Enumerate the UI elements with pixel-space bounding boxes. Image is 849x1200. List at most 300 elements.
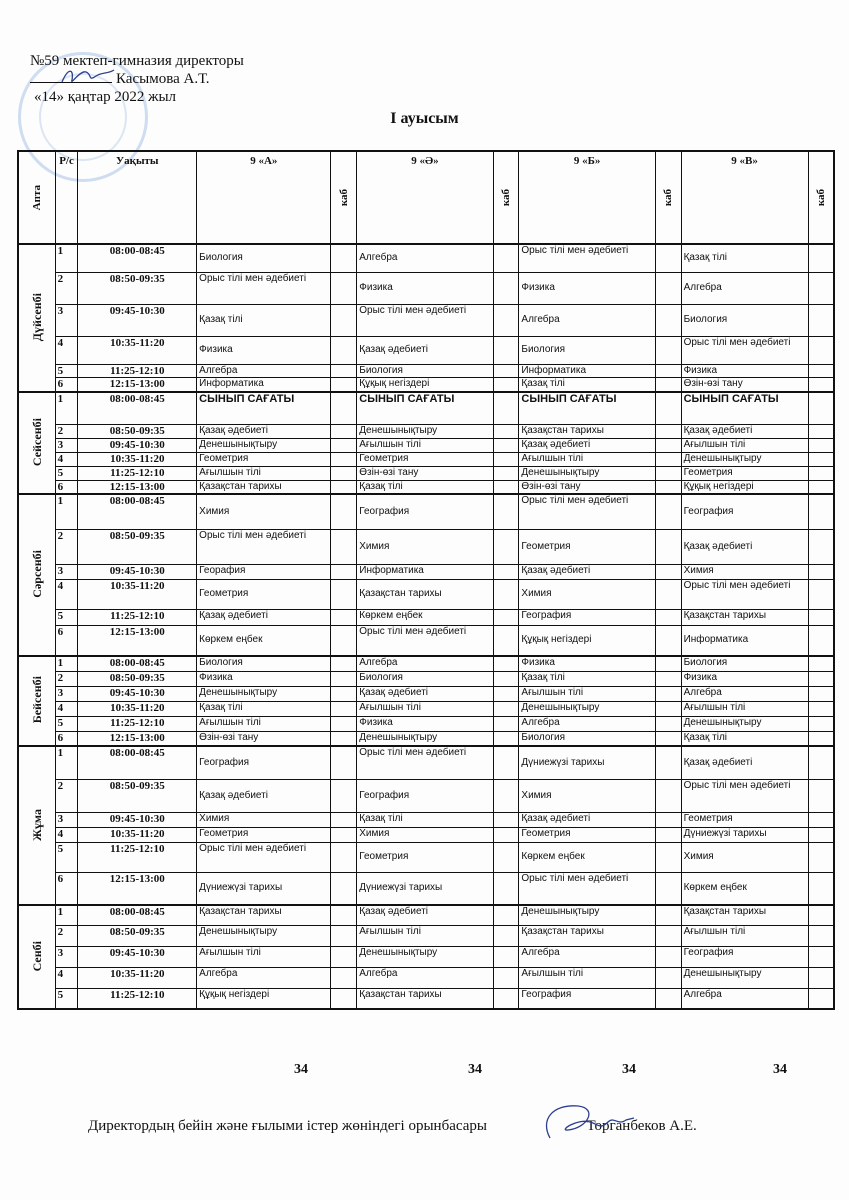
subject-cell: Геометрия (681, 812, 808, 827)
room-cell (655, 625, 681, 656)
room-cell (331, 364, 357, 377)
kab-header: каб (655, 151, 681, 244)
room-cell (331, 716, 357, 731)
lesson-row (18, 746, 834, 779)
room-cell (655, 392, 681, 424)
lesson-time: 08:00-08:45 (78, 494, 197, 529)
room-cell (808, 731, 834, 746)
subject-cell: Дүниежүзі тарихы (197, 872, 331, 905)
room-cell (655, 529, 681, 564)
lesson-row (18, 364, 834, 377)
lesson-number: 4 (55, 701, 78, 716)
subject-cell: Химия (197, 494, 331, 529)
room-cell (808, 988, 834, 1009)
total-9ae: 34 (468, 1062, 482, 1077)
room-cell (808, 466, 834, 480)
subject-cell: Дүниежүзі тарихы (519, 746, 655, 779)
room-cell (493, 925, 519, 946)
room-cell (655, 377, 681, 392)
room-cell (655, 494, 681, 529)
subject-cell: Химия (519, 779, 655, 812)
lesson-row (18, 494, 834, 529)
lesson-row (18, 304, 834, 336)
subject-cell: Химия (681, 842, 808, 872)
lesson-row (18, 656, 834, 671)
room-cell (808, 946, 834, 967)
subject-cell: Денешынықтыру (197, 686, 331, 701)
subject-cell: Құқық негіздері (681, 480, 808, 494)
lesson-row (18, 424, 834, 438)
subject-cell: Өзін-өзі тану (519, 480, 655, 494)
lesson-number: 4 (55, 967, 78, 988)
subject-cell: Геометрия (197, 827, 331, 842)
lesson-row (18, 686, 834, 701)
lesson-number: 6 (55, 872, 78, 905)
deputy-name: Торганбеков А.Е. (586, 1118, 697, 1134)
room-cell (493, 812, 519, 827)
kab-header: каб (808, 151, 834, 244)
lesson-time: 12:15-13:00 (78, 872, 197, 905)
room-cell (808, 377, 834, 392)
room-cell (331, 529, 357, 564)
lesson-time: 08:50-09:35 (78, 779, 197, 812)
shift-title: І ауысым (390, 110, 459, 127)
lesson-row (18, 336, 834, 364)
lesson-time: 10:35-11:20 (78, 579, 197, 609)
class-header: 9 «А» (197, 151, 331, 244)
subject-cell: Физика (357, 272, 493, 304)
time-header: Уақыты (78, 151, 197, 244)
subject-cell: Биология (357, 671, 493, 686)
room-cell (655, 609, 681, 625)
subject-cell: Орыс тілі мен әдебиеті (681, 779, 808, 812)
room-cell (808, 579, 834, 609)
room-cell (808, 392, 834, 424)
lesson-number: 5 (55, 842, 78, 872)
subject-cell: Денешынықтыру (519, 701, 655, 716)
lesson-time: 09:45-10:30 (78, 946, 197, 967)
subject-cell: Қазақ тілі (357, 480, 493, 494)
subject-cell: Қазақ әдебиеті (519, 564, 655, 579)
subject-cell: География (197, 746, 331, 779)
subject-cell: Ағылшын тілі (519, 967, 655, 988)
timetable (17, 150, 835, 1010)
room-cell (493, 609, 519, 625)
subject-cell: Физика (357, 716, 493, 731)
subject-cell: Физика (197, 336, 331, 364)
room-cell (331, 946, 357, 967)
subject-cell: Биология (197, 244, 331, 272)
subject-cell: Геометрия (519, 529, 655, 564)
room-cell (808, 494, 834, 529)
subject-cell: Геометрия (357, 842, 493, 872)
subject-cell: СЫНЫП САҒАТЫ (681, 392, 808, 424)
room-cell (331, 779, 357, 812)
room-cell (655, 988, 681, 1009)
subject-cell: Геометрия (519, 827, 655, 842)
subject-cell: Биология (519, 731, 655, 746)
lesson-number: 1 (55, 392, 78, 424)
room-cell (655, 579, 681, 609)
room-cell (493, 304, 519, 336)
room-cell (655, 686, 681, 701)
room-cell (655, 731, 681, 746)
subject-cell: Дүниежүзі тарихы (681, 827, 808, 842)
room-cell (655, 905, 681, 925)
lesson-row (18, 671, 834, 686)
room-cell (808, 686, 834, 701)
subject-cell: Ағылшын тілі (681, 438, 808, 452)
day-name: Бейсенбі (18, 656, 55, 746)
day-name: Сәрсенбі (18, 494, 55, 656)
lesson-time: 11:25-12:10 (78, 842, 197, 872)
room-cell (808, 564, 834, 579)
room-cell (493, 686, 519, 701)
subject-cell: Информатика (519, 364, 655, 377)
subject-cell: Информатика (357, 564, 493, 579)
lesson-number: 5 (55, 364, 78, 377)
week-header: Апта (18, 151, 55, 244)
room-cell (493, 564, 519, 579)
room-cell (655, 272, 681, 304)
lesson-row (18, 625, 834, 656)
room-cell (331, 480, 357, 494)
subject-cell: Орыс тілі мен әдебиеті (197, 842, 331, 872)
lesson-time: 10:35-11:20 (78, 701, 197, 716)
room-cell (808, 480, 834, 494)
number-header: Р/с (55, 151, 78, 244)
room-cell (331, 438, 357, 452)
room-cell (655, 466, 681, 480)
room-cell (493, 842, 519, 872)
room-cell (331, 452, 357, 466)
subject-cell: Құқық негіздері (519, 625, 655, 656)
subject-cell: Қазақстан тарихы (197, 905, 331, 925)
subject-cell: Ағылшын тілі (519, 452, 655, 466)
lesson-number: 1 (55, 244, 78, 272)
subject-cell: Информатика (197, 377, 331, 392)
lesson-number: 6 (55, 480, 78, 494)
lesson-time: 08:00-08:45 (78, 746, 197, 779)
room-cell (331, 609, 357, 625)
subject-cell: Қазақ әдебиеті (197, 609, 331, 625)
class-header: 9 «В» (681, 151, 808, 244)
subject-cell: Қазақ әдебиеті (357, 336, 493, 364)
room-cell (493, 466, 519, 480)
subject-cell: Алгебра (357, 244, 493, 272)
room-cell (655, 827, 681, 842)
lesson-time: 09:45-10:30 (78, 812, 197, 827)
lesson-row (18, 905, 834, 925)
subject-cell: Денешынықтыру (519, 905, 655, 925)
room-cell (808, 842, 834, 872)
subject-cell: СЫНЫП САҒАТЫ (357, 392, 493, 424)
subject-cell: СЫНЫП САҒАТЫ (197, 392, 331, 424)
lesson-time: 08:50-09:35 (78, 424, 197, 438)
room-cell (808, 424, 834, 438)
subject-cell: Көркем еңбек (681, 872, 808, 905)
subject-cell: Қазақ әдебиеті (519, 812, 655, 827)
subject-cell: Геометрия (197, 579, 331, 609)
class-header: 9 «Ә» (357, 151, 493, 244)
room-cell (493, 967, 519, 988)
total-9v: 34 (773, 1062, 787, 1077)
lesson-row (18, 872, 834, 905)
room-cell (493, 731, 519, 746)
room-cell (655, 424, 681, 438)
lesson-row (18, 842, 834, 872)
subject-cell: Биология (519, 336, 655, 364)
room-cell (331, 625, 357, 656)
lesson-number: 3 (55, 812, 78, 827)
room-cell (331, 671, 357, 686)
subject-cell: Денешынықтыру (681, 967, 808, 988)
room-cell (655, 438, 681, 452)
room-cell (493, 336, 519, 364)
lesson-time: 09:45-10:30 (78, 438, 197, 452)
room-cell (808, 364, 834, 377)
subject-cell: Георафия (197, 564, 331, 579)
room-cell (655, 746, 681, 779)
lesson-number: 6 (55, 377, 78, 392)
room-cell (808, 925, 834, 946)
total-9a: 34 (294, 1062, 308, 1077)
subject-cell: География (681, 494, 808, 529)
deputy-signature (538, 1100, 638, 1144)
director-signature (58, 64, 118, 88)
room-cell (493, 529, 519, 564)
lesson-number: 3 (55, 946, 78, 967)
subject-cell: Қазақстан тарихы (681, 609, 808, 625)
room-cell (493, 244, 519, 272)
subject-cell: Қазақ тілі (519, 377, 655, 392)
director-title: №59 мектеп-гимназия директоры (30, 53, 244, 69)
room-cell (655, 671, 681, 686)
director-name: Касымова А.Т. (116, 71, 210, 87)
room-cell (493, 438, 519, 452)
subject-cell: Ағылшын тілі (357, 925, 493, 946)
room-cell (655, 364, 681, 377)
lesson-time: 12:15-13:00 (78, 731, 197, 746)
subject-cell: Информатика (681, 625, 808, 656)
room-cell (808, 746, 834, 779)
room-cell (655, 842, 681, 872)
room-cell (808, 701, 834, 716)
lesson-row (18, 392, 834, 424)
subject-cell: Көркем еңбек (197, 625, 331, 656)
day-name: Сейсенбі (18, 392, 55, 494)
lesson-row (18, 438, 834, 452)
lesson-number: 2 (55, 529, 78, 564)
lesson-row (18, 988, 834, 1009)
room-cell (493, 579, 519, 609)
lesson-number: 2 (55, 925, 78, 946)
lesson-row (18, 925, 834, 946)
room-cell (331, 967, 357, 988)
lesson-time: 08:50-09:35 (78, 925, 197, 946)
room-cell (808, 625, 834, 656)
room-cell (655, 812, 681, 827)
subject-cell: Қазақстан тарихы (357, 988, 493, 1009)
subject-cell: Қазақ әдебиеті (519, 438, 655, 452)
subject-cell: Химия (197, 812, 331, 827)
room-cell (493, 716, 519, 731)
room-cell (808, 304, 834, 336)
room-cell (808, 779, 834, 812)
room-cell (655, 925, 681, 946)
room-cell (331, 244, 357, 272)
lesson-row (18, 701, 834, 716)
subject-cell: Ағылшын тілі (197, 716, 331, 731)
subject-cell: Алгебра (197, 967, 331, 988)
subject-cell: Орыс тілі мен әдебиеті (519, 872, 655, 905)
room-cell (808, 272, 834, 304)
subject-cell: Денешынықтыру (197, 925, 331, 946)
room-cell (808, 872, 834, 905)
subject-cell: Орыс тілі мен әдебиеті (519, 494, 655, 529)
lesson-time: 08:50-09:35 (78, 671, 197, 686)
room-cell (493, 377, 519, 392)
lesson-row (18, 480, 834, 494)
subject-cell: Биология (357, 364, 493, 377)
subject-cell: Ағылшын тілі (681, 925, 808, 946)
room-cell (493, 452, 519, 466)
room-cell (808, 967, 834, 988)
subject-cell: Қазақ әдебиеті (357, 686, 493, 701)
subject-cell: Қазақ тілі (197, 304, 331, 336)
room-cell (655, 967, 681, 988)
lesson-number: 5 (55, 988, 78, 1009)
subject-cell: Геометрия (357, 452, 493, 466)
room-cell (331, 872, 357, 905)
lesson-time: 10:35-11:20 (78, 827, 197, 842)
subject-cell: Орыс тілі мен әдебиеті (681, 336, 808, 364)
room-cell (493, 272, 519, 304)
subject-cell: Орыс тілі мен әдебиеті (197, 529, 331, 564)
subject-cell: Қазақ тілі (681, 244, 808, 272)
subject-cell: Орыс тілі мен әдебиеті (357, 304, 493, 336)
room-cell (331, 842, 357, 872)
day-name: Жұма (18, 746, 55, 905)
subject-cell: Құқық негіздері (197, 988, 331, 1009)
subject-cell: Химия (519, 579, 655, 609)
subject-cell: Қазақ тілі (357, 812, 493, 827)
room-cell (493, 746, 519, 779)
room-cell (331, 812, 357, 827)
room-cell (331, 466, 357, 480)
lesson-row (18, 377, 834, 392)
subject-cell: Қазақ тілі (681, 731, 808, 746)
lesson-number: 2 (55, 424, 78, 438)
subject-cell: Қазақстан тарихы (197, 480, 331, 494)
room-cell (493, 872, 519, 905)
room-cell (493, 946, 519, 967)
subject-cell: Өзін-өзі тану (357, 466, 493, 480)
room-cell (331, 272, 357, 304)
subject-cell: Құқық негіздері (357, 377, 493, 392)
lesson-number: 1 (55, 746, 78, 779)
room-cell (655, 716, 681, 731)
room-cell (331, 656, 357, 671)
room-cell (493, 364, 519, 377)
lesson-number: 5 (55, 716, 78, 731)
subject-cell: География (519, 988, 655, 1009)
lesson-row (18, 452, 834, 466)
lesson-time: 09:45-10:30 (78, 304, 197, 336)
room-cell (331, 494, 357, 529)
subject-cell: Химия (681, 564, 808, 579)
subject-cell: Қазақ әдебиеті (197, 424, 331, 438)
subject-cell: Ағылшын тілі (357, 701, 493, 716)
room-cell (655, 779, 681, 812)
lesson-time: 11:25-12:10 (78, 609, 197, 625)
subject-cell: Биология (681, 656, 808, 671)
subject-cell: Алгебра (519, 304, 655, 336)
room-cell (808, 812, 834, 827)
room-cell (331, 336, 357, 364)
lesson-row (18, 609, 834, 625)
subject-cell: Физика (519, 656, 655, 671)
subject-cell: Қазақ әдебиеті (681, 746, 808, 779)
lesson-time: 09:45-10:30 (78, 686, 197, 701)
lesson-time: 11:25-12:10 (78, 466, 197, 480)
subject-cell: Қазақ әдебиеті (681, 424, 808, 438)
kab-header: каб (331, 151, 357, 244)
room-cell (493, 827, 519, 842)
subject-cell: Ағылшын тілі (357, 438, 493, 452)
lesson-number: 3 (55, 438, 78, 452)
subject-cell: Алгебра (357, 656, 493, 671)
lesson-time: 08:00-08:45 (78, 656, 197, 671)
subject-cell: Қазақ әдебиеті (357, 905, 493, 925)
subject-cell: Қазақстан тарихы (519, 925, 655, 946)
lesson-number: 1 (55, 905, 78, 925)
lesson-row (18, 716, 834, 731)
lesson-time: 08:00-08:45 (78, 905, 197, 925)
subject-cell: Денешынықтыру (197, 438, 331, 452)
subject-cell: Орыс тілі мен әдебиеті (681, 579, 808, 609)
subject-cell: Көркем еңбек (357, 609, 493, 625)
room-cell (808, 716, 834, 731)
room-cell (331, 579, 357, 609)
lesson-row (18, 272, 834, 304)
room-cell (655, 872, 681, 905)
room-cell (331, 905, 357, 925)
lesson-number: 3 (55, 304, 78, 336)
lesson-number: 2 (55, 671, 78, 686)
room-cell (493, 494, 519, 529)
room-cell (493, 480, 519, 494)
room-cell (655, 304, 681, 336)
lesson-time: 12:15-13:00 (78, 377, 197, 392)
subject-cell: Алгебра (681, 686, 808, 701)
room-cell (655, 701, 681, 716)
subject-cell: География (681, 946, 808, 967)
lesson-number: 1 (55, 494, 78, 529)
lesson-time: 12:15-13:00 (78, 625, 197, 656)
subject-cell: Физика (681, 671, 808, 686)
room-cell (331, 746, 357, 779)
room-cell (493, 424, 519, 438)
room-cell (331, 377, 357, 392)
room-cell (655, 244, 681, 272)
lesson-number: 6 (55, 731, 78, 746)
lesson-row (18, 579, 834, 609)
subject-cell: Орыс тілі мен әдебиеті (357, 746, 493, 779)
lesson-row (18, 827, 834, 842)
room-cell (655, 656, 681, 671)
day-name: Дүйсенбі (18, 244, 55, 392)
